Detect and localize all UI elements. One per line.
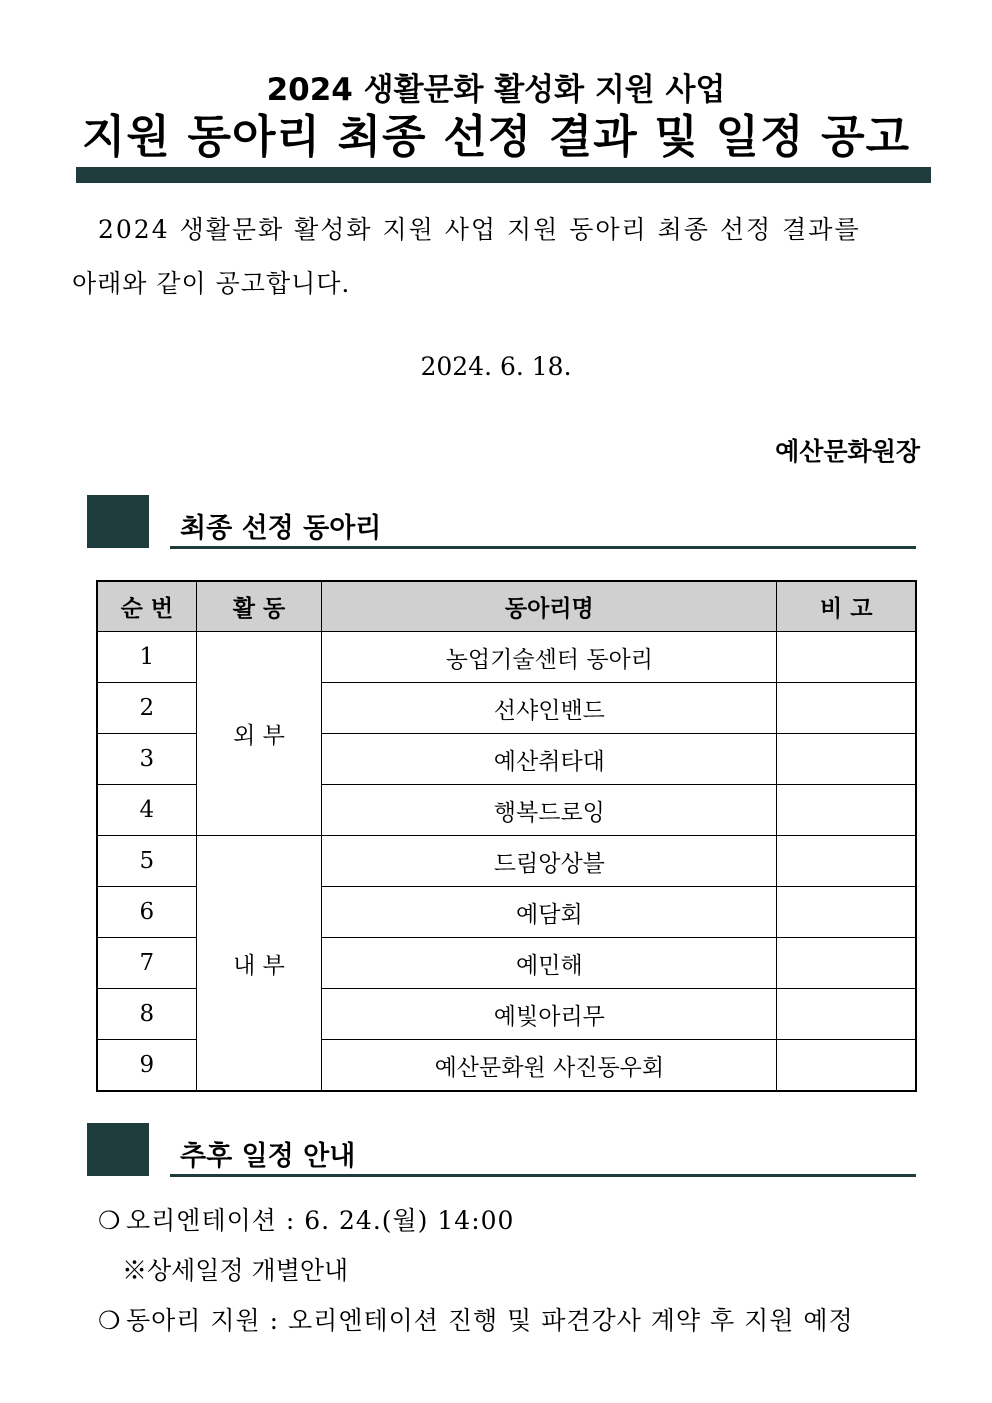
intro-line-1: 2024 생활문화 활성화 지원 사업 지원 동아리 최종 선정 결과를 <box>98 215 861 244</box>
row-number: 1 <box>97 632 196 683</box>
club-name: 예산취타대 <box>322 734 777 785</box>
table-row <box>97 632 916 683</box>
row-number: 5 <box>97 836 196 887</box>
club-name: 드림앙상블 <box>322 836 777 887</box>
remarks <box>777 734 916 785</box>
remarks <box>777 632 916 683</box>
schedule-note: ※상세일정 개별안내 <box>122 1256 349 1285</box>
row-number: 3 <box>97 734 196 785</box>
row-number: 6 <box>97 887 196 938</box>
remarks <box>777 785 916 836</box>
section2-marker <box>87 1123 149 1176</box>
remarks <box>777 683 916 734</box>
table-row <box>97 836 916 887</box>
intro-line-2: 아래와 같이 공고합니다. <box>72 269 351 298</box>
signer: 예산문화원장 <box>775 437 920 466</box>
col-header-activity: 활 동 <box>196 581 322 632</box>
section2-underline <box>170 1174 916 1177</box>
club-name: 예담회 <box>322 887 777 938</box>
notice-subtitle: 2024 생활문화 활성화 지원 사업 <box>266 72 726 108</box>
club-name: 예민해 <box>322 938 777 989</box>
section1-marker <box>87 495 149 548</box>
col-header-club-name: 동아리명 <box>322 581 777 632</box>
remarks <box>777 836 916 887</box>
row-number: 8 <box>97 989 196 1040</box>
row-number: 2 <box>97 683 196 734</box>
table-header-row <box>97 581 916 632</box>
row-number: 7 <box>97 938 196 989</box>
selected-clubs-table <box>96 580 917 1092</box>
row-number: 4 <box>97 785 196 836</box>
col-header-number: 순 번 <box>97 581 196 632</box>
section1-underline <box>170 546 916 549</box>
schedule-item-text: 오리엔테이션 : 6. 24.(월) 14:00 <box>126 1206 515 1235</box>
remarks <box>777 938 916 989</box>
club-name: 예빛아리무 <box>322 989 777 1040</box>
notice-date: 2024. 6. 18. <box>420 352 572 381</box>
schedule-item-text: 동아리 지원 : 오리엔테이션 진행 및 파견강사 계약 후 지원 예정 <box>126 1306 854 1335</box>
section1-title: 최종 선정 동아리 <box>180 513 382 544</box>
club-name: 행복드로잉 <box>322 785 777 836</box>
club-name: 선샤인밴드 <box>322 683 777 734</box>
section2-title: 추후 일정 안내 <box>180 1141 356 1172</box>
activity-group-internal: 내 부 <box>196 836 322 1092</box>
col-header-remarks: 비 고 <box>777 581 916 632</box>
schedule-item-orientation <box>98 1201 514 1237</box>
row-number: 9 <box>97 1040 196 1092</box>
club-name: 농업기술센터 동아리 <box>322 632 777 683</box>
circle-bullet-icon: ❍ <box>98 1306 121 1335</box>
schedule-item-support <box>98 1301 854 1337</box>
remarks <box>777 887 916 938</box>
title-divider-bar <box>76 167 931 183</box>
notice-title: 지원 동아리 최종 선정 결과 및 일정 공고 <box>81 110 911 163</box>
activity-group-external: 외 부 <box>196 632 322 836</box>
circle-bullet-icon: ❍ <box>98 1206 121 1235</box>
remarks <box>777 989 916 1040</box>
remarks <box>777 1040 916 1092</box>
club-name: 예산문화원 사진동우회 <box>322 1040 777 1092</box>
